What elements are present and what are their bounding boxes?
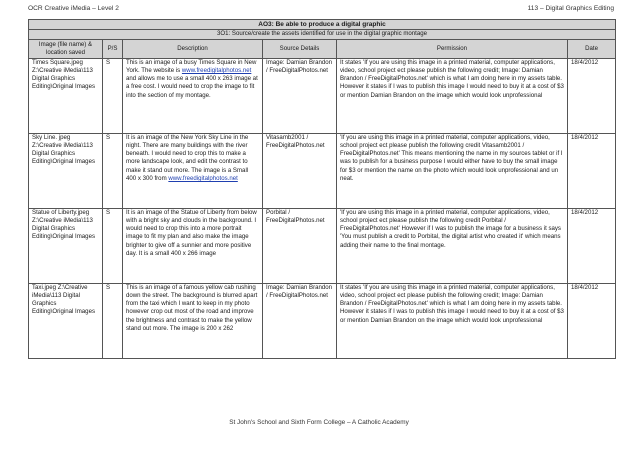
source-link[interactable]: www.freedigitalphotos.net <box>181 66 252 74</box>
ps-cell: S <box>103 58 123 133</box>
date-cell: 18/4/2012 <box>568 58 616 133</box>
permission-cell: It states 'If you are using this image in a printed material, computer applications, video, school project ect please publish the following credit; Image: Damian Brandon / FreeDigitalPhotos.net' which is what I am doing here in my assets table. However it states if I was to publish this image I would need to buy it at a cost of $3 or mention Damian Brandon on the image which would look unprofessional <box>337 283 568 358</box>
file-cell: Statue of Liberty.jpeg Z:\Creative iMedia\113 Digital Graphics Editing\Original Images <box>29 208 103 283</box>
date-cell: 18/4/2012 <box>568 283 616 358</box>
date-cell: 18/4/2012 <box>568 133 616 208</box>
ps-cell: S <box>103 208 123 283</box>
description-cell <box>123 58 263 133</box>
table-subtitle: 3O1: Source/create the assets identified for use in the digital graphic montage <box>29 30 616 39</box>
table-row <box>29 58 616 133</box>
column-header-permission: Permission <box>337 39 568 58</box>
table-row <box>29 208 616 283</box>
header-unit-title: 113 – Digital Graphics Editing <box>527 5 614 12</box>
table-row <box>29 283 616 358</box>
page-footer: St John's School and Sixth Form College – A Catholic Academy <box>229 419 409 426</box>
ps-cell: S <box>103 283 123 358</box>
assets-table <box>28 19 616 359</box>
column-header-ps: P/S <box>103 39 123 58</box>
permission-cell: 'If you are using this image in a printed material, computer applications, video, school project ect please publish the following credit Vitasamb2001 / FreeDigitalPhotos.net' This means mentioning the name in my sources tablet or if I was to publish for a business purpose I would either have to buy the small image for $3 or mention the name on the photo which would look unprofessional and un neat. <box>337 133 568 208</box>
table-row <box>29 133 616 208</box>
table-title: AO3: Be able to produce a digital graphic <box>29 20 616 30</box>
source-cell: Vitasamb2001 / FreeDigitalPhotos.net <box>263 133 337 208</box>
permission-cell: 'If you are using this image in a printed material, computer applications, video, school project ect please publish the following credit Porbital / FreeDigitalPhotos.net' However if I was to publish the image for a business it says 'You must publish a credit to Porbital, the digital artist who created it' which means adding their name to the final montage. <box>337 208 568 283</box>
source-link[interactable]: www.freedigitalphotos.net <box>168 175 238 183</box>
ps-cell: S <box>103 133 123 208</box>
description-cell <box>123 133 263 208</box>
source-cell: Image: Damian Brandon / FreeDigitalPhotos.net <box>263 283 337 358</box>
source-cell: Image: Damian Brandon / FreeDigitalPhotos.net <box>263 58 337 133</box>
file-cell: Taxi.jpeg Z:\Creative iMedia\113 Digital Graphics Editing\Original Images <box>29 283 103 358</box>
header-course-title: OCR Creative iMedia – Level 2 <box>28 5 119 12</box>
date-cell: 18/4/2012 <box>568 208 616 283</box>
description-text: This is an image of a busy Times Square in New York. The website is <box>126 58 257 74</box>
description-cell: This is an image of a famous yellow cab rushing down the street. The background is blurred apart from the taxi which I want to keep in my photo however crop out most of the road and improve the brightness and contrast to make the yellow stand out more. The image is 200 x 262 <box>123 283 263 358</box>
column-header-description: Description <box>123 39 263 58</box>
column-header-date: Date <box>568 39 616 58</box>
description-text-cont: and allows me to use a small 400 x 263 image at a free cost. I would need to crop the image to fit into the section of my montage. <box>126 75 258 99</box>
file-cell: Sky Line. jpeg Z:\Creative iMedia\113 Digital Graphics Editing\Original Images <box>29 133 103 208</box>
column-header-source: Source Details <box>263 39 337 58</box>
source-cell: Porbital / FreeDigitalPhotos.net <box>263 208 337 283</box>
permission-cell: It states 'If you are using this image in a printed material, computer applications, video, school project ect please publish the following credit; Image: Damian Brandon / FreeDigitalPhotos.net' which is what I am doing here in my assets table. However it states if I was to publish this image I would need to buy it at a cost of $3 or mention Damian Brandon on the image which would look unprofessional <box>337 58 568 133</box>
description-cell: It is an image of the Statue of Liberty from below with a bright sky and clouds in the background. I would need to crop this into a more portrait image to fit my plan and also make the image brighter to give off a sunnier and more positive day. It is a small 400 x 266 image <box>123 208 263 283</box>
description-text: It is an image of the New York Sky Line in the night. There are many buildings with the river beneath. I would need to crop this to make a more landscape look, and edit the contrast to make it stand out more. The image is a Small 400 x 300 from <box>126 133 249 183</box>
column-header-file: Image (file name) & location saved <box>29 39 103 58</box>
file-cell: Times Square.jpeg Z:\Creative iMedia\113 Digital Graphics Editing\Original Images <box>29 58 103 133</box>
